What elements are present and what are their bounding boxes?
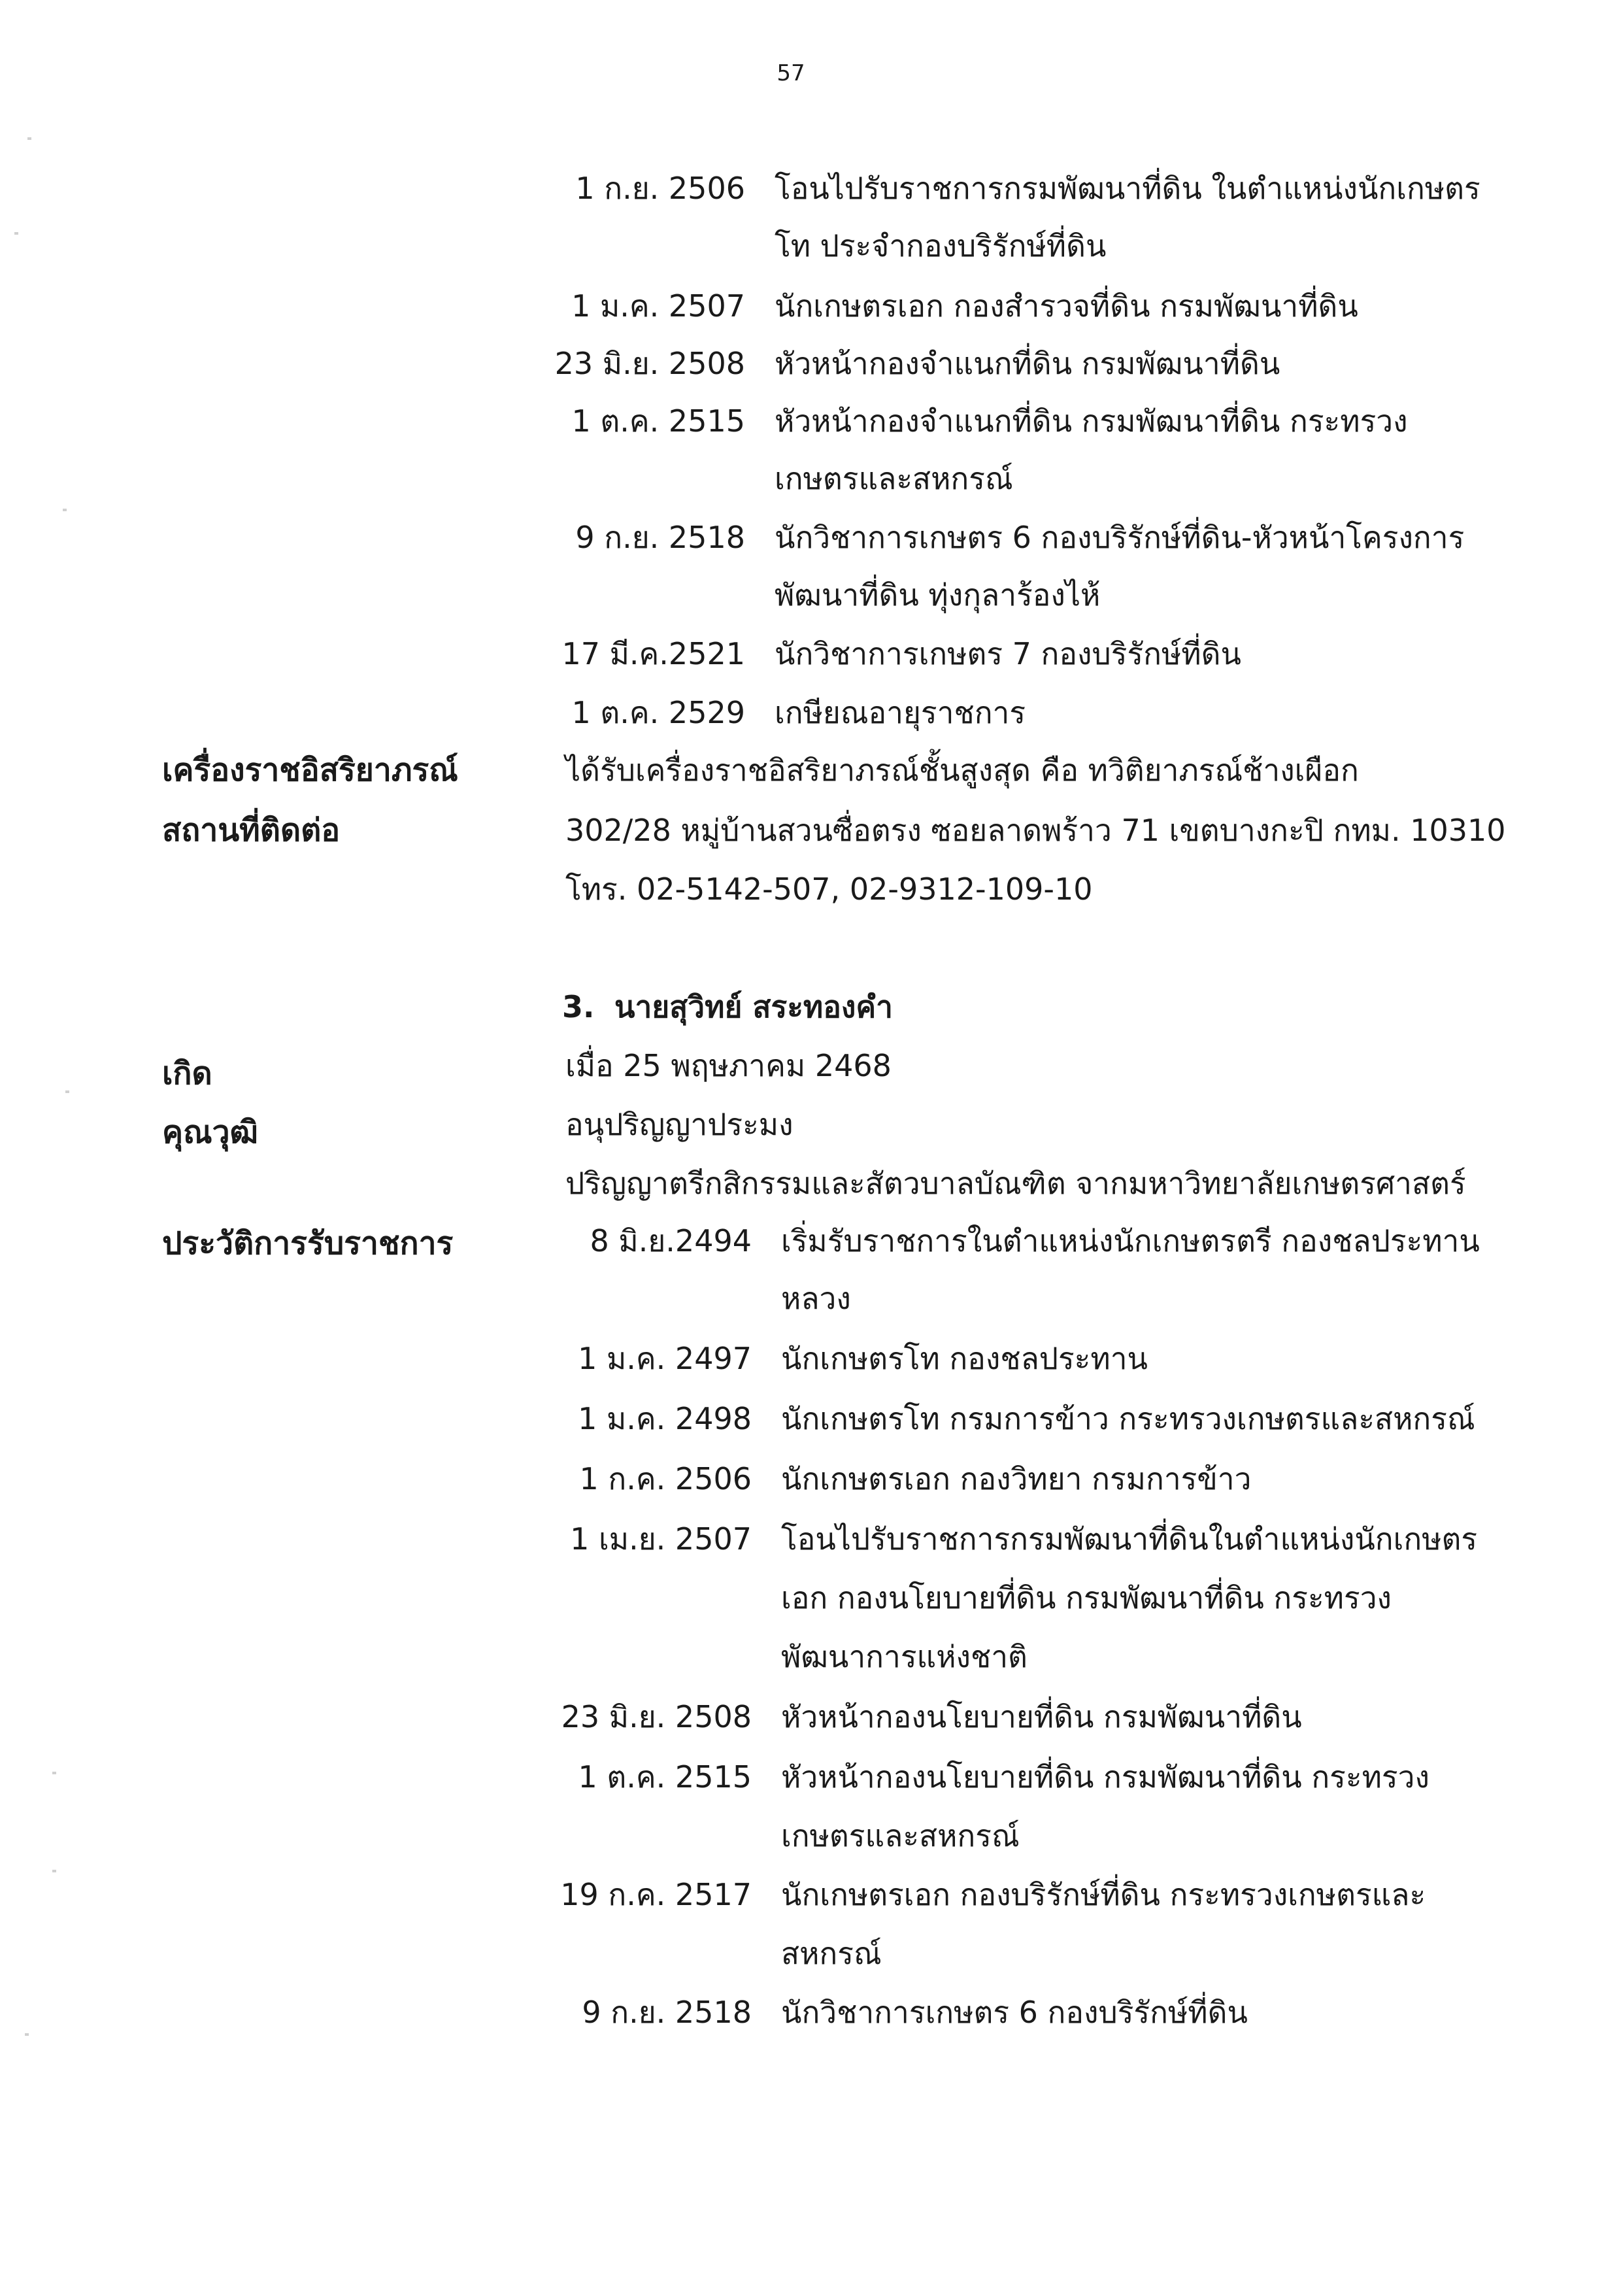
career-description: นักเกษตรเอก กองสำรวจที่ดิน กรมพัฒนาที่ดิน (775, 288, 1358, 324)
career-date: 23 มิ.ย. 2508 (561, 1699, 752, 1734)
career-description: หัวหน้ากองจำแนกที่ดิน กรมพัฒนาที่ดิน กระทรวง (775, 403, 1408, 439)
career-description: นักวิชาการเกษตร 6 กองบริรักษ์ที่ดิน-หัวหน้าโครงการ (775, 520, 1465, 555)
career-description: เกษตรและสหกรณ์ (775, 461, 1013, 496)
born-value: เมื่อ 25 พฤษภาคม 2468 (565, 1048, 892, 1083)
career-date: 1 เม.ย. 2507 (570, 1521, 752, 1557)
contact-phone: โทร. 02-5142-507, 02-9312-109-10 (565, 871, 1093, 907)
career-date: 1 ต.ค. 2515 (571, 403, 745, 439)
career-date: 23 มิ.ย. 2508 (554, 346, 745, 381)
scan-mark (25, 2033, 29, 2036)
page-number: 57 (777, 60, 805, 86)
career-date: 1 ก.ย. 2506 (575, 171, 745, 206)
career-description: นักวิชาการเกษตร 6 กองบริรักษ์ที่ดิน (781, 1995, 1248, 2030)
scan-mark (65, 1090, 69, 1093)
contact-address: 302/28 หมู่บ้านสวนซื่อตรง ซอยลาดพร้าว 71 เขตบางกะปิ กทม. 10310 (565, 813, 1506, 848)
scan-mark (27, 137, 31, 140)
career-description: นักวิชาการเกษตร 7 กองบริรักษ์ที่ดิน (775, 636, 1241, 671)
career-label: ประวัติการรับราชการ (162, 1225, 454, 1262)
career-date: 1 ต.ค. 2529 (571, 695, 745, 730)
contact-label: สถานที่ติดต่อ (162, 812, 341, 849)
career-date: 9 ก.ย. 2518 (582, 1995, 752, 2030)
career-description: โท ประจำกองบริรักษ์ที่ดิน (775, 228, 1107, 263)
career-date: 1 ก.ค. 2506 (579, 1461, 752, 1496)
career-date: 19 ก.ค. 2517 (560, 1877, 752, 1912)
born-label: เกิด (162, 1055, 212, 1092)
career-description: หัวหน้ากองนโยบายที่ดิน กรมพัฒนาที่ดิน กระทรวง (781, 1759, 1429, 1795)
scan-mark (52, 1870, 56, 1872)
qualification-value: อนุปริญญาประมง (565, 1107, 794, 1142)
career-description: หัวหน้ากองนโยบายที่ดิน กรมพัฒนาที่ดิน (781, 1699, 1302, 1734)
scan-mark (52, 1772, 56, 1774)
decoration-value: ได้รับเครื่องราชอิสริยาภรณ์ชั้นสูงสุด คือ ทวิติยาภรณ์ช้างเผือก (565, 752, 1359, 788)
career-date: 1 ม.ค. 2497 (578, 1341, 752, 1376)
qualification-label: คุณวุฒิ (162, 1114, 258, 1151)
career-description: เอก กองนโยบายที่ดิน กรมพัฒนาที่ดิน กระทรวง (781, 1580, 1392, 1615)
decoration-label: เครื่องราชอิสริยาภรณ์ (162, 752, 458, 788)
career-description: หัวหน้ากองจำแนกที่ดิน กรมพัฒนาที่ดิน (775, 346, 1280, 381)
scan-mark (14, 232, 18, 235)
career-description: เกษตรและสหกรณ์ (781, 1818, 1020, 1853)
career-description: นักเกษตรเอก กองบริรักษ์ที่ดิน กระทรวงเกษตรและ (781, 1877, 1426, 1912)
qualification-value: ปริญญาตรีกสิกรรมและสัตวบาลบัณฑิต จากมหาวิทยาลัยเกษตรศาสตร์ (565, 1166, 1466, 1201)
career-date: 17 มี.ค.2521 (561, 636, 745, 671)
scan-mark (63, 509, 67, 511)
career-description: เกษียณอายุราชการ (775, 695, 1026, 730)
career-date: 8 มิ.ย.2494 (590, 1223, 752, 1258)
person-heading-number: 3. (562, 989, 595, 1024)
person-heading-name: นายสุวิทย์ สระทองคำ (614, 989, 893, 1024)
career-description: นักเกษตรโท กรมการข้าว กระทรวงเกษตรและสหกรณ์ (781, 1401, 1475, 1436)
career-description: นักเกษตรเอก กองวิทยา กรมการข้าว (781, 1461, 1252, 1496)
career-description: โอนไปรับราชการกรมพัฒนาที่ดิน ในตำแหน่งนักเกษตร (775, 171, 1480, 206)
career-description: พัฒนาการแห่งชาติ (781, 1639, 1028, 1674)
career-description: เริ่มรับราชการในตำแหน่งนักเกษตรตรี กองชลประทาน (781, 1223, 1480, 1258)
career-date: 1 ม.ค. 2507 (571, 288, 745, 324)
career-description: สหกรณ์ (781, 1936, 882, 1971)
career-date: 1 ต.ค. 2515 (578, 1759, 752, 1795)
career-description: หลวง (781, 1281, 851, 1316)
career-description: นักเกษตรโท กองชลประทาน (781, 1341, 1148, 1376)
career-description: พัฒนาที่ดิน ทุ่งกุลาร้องไห้ (775, 577, 1101, 613)
career-description: โอนไปรับราชการกรมพัฒนาที่ดินในตำแหน่งนักเกษตร (781, 1521, 1478, 1557)
career-date: 1 ม.ค. 2498 (578, 1401, 752, 1436)
career-date: 9 ก.ย. 2518 (575, 520, 745, 555)
